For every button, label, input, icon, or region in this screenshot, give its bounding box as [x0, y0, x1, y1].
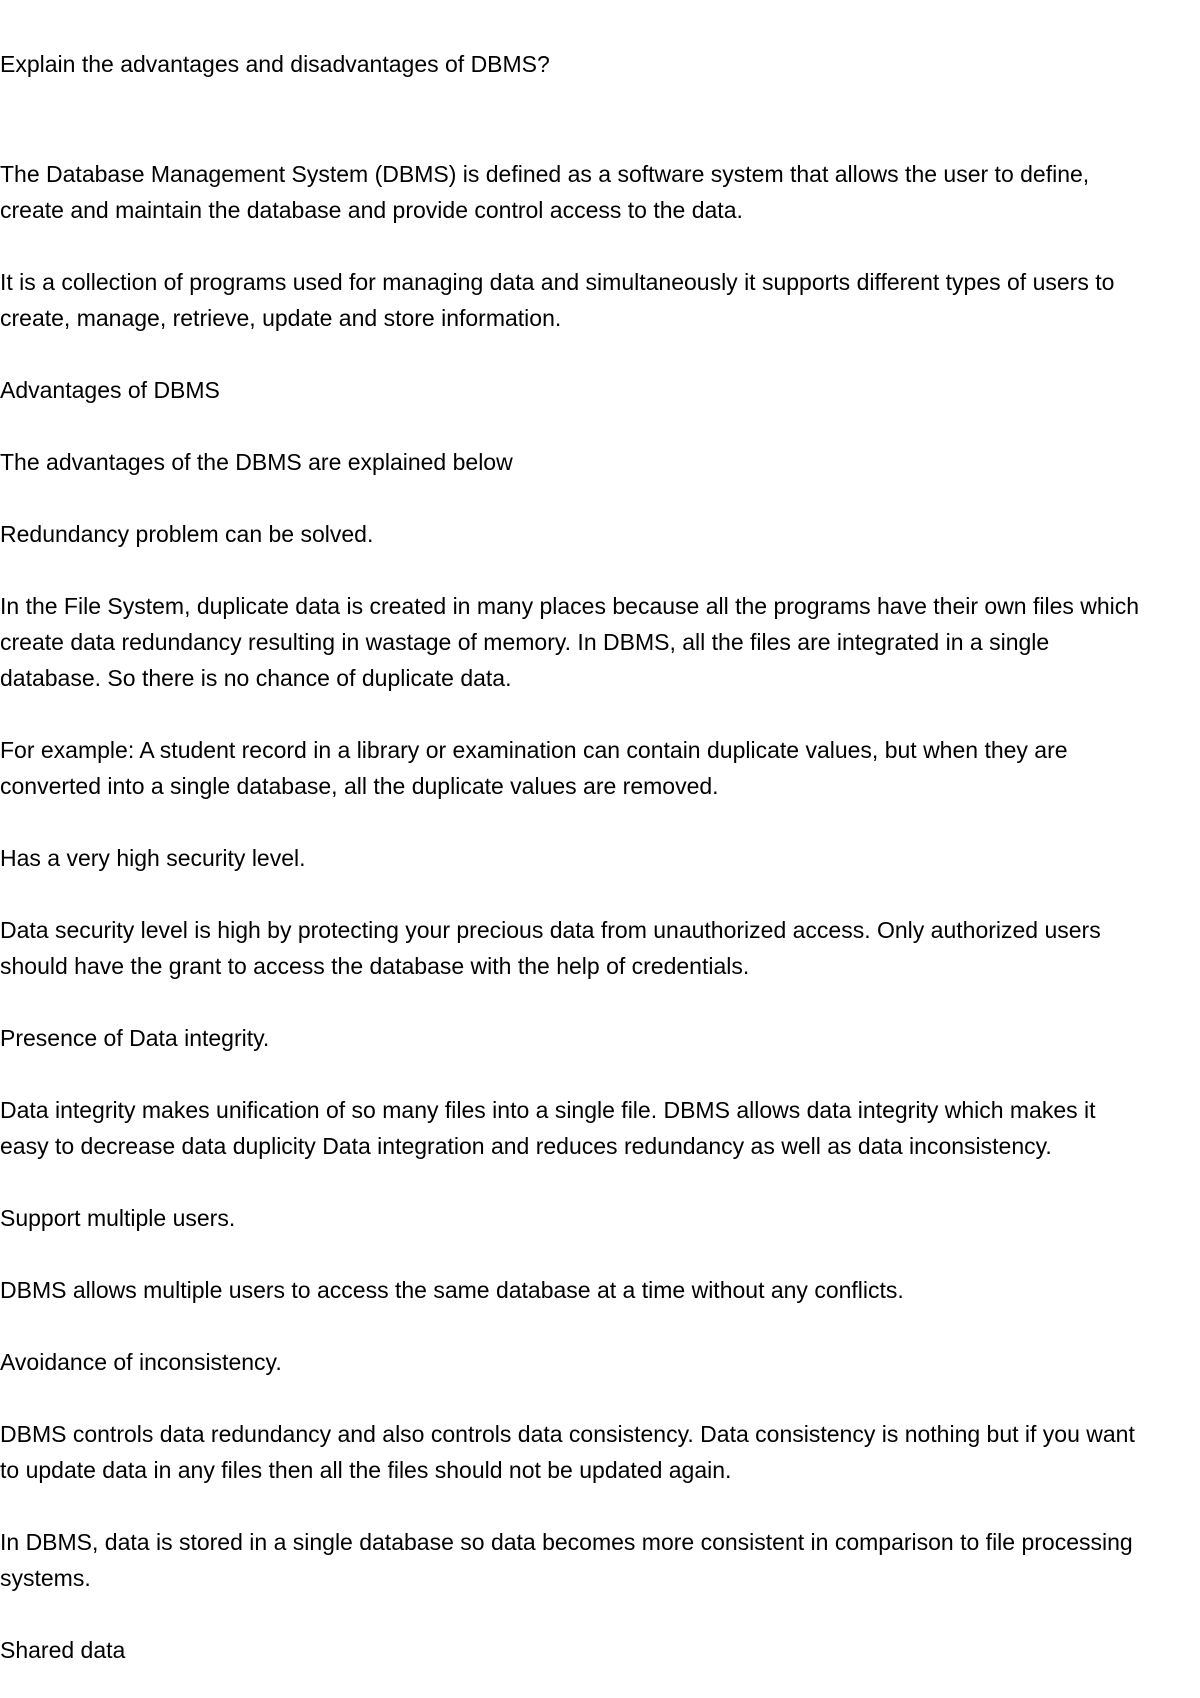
collection-line-1: It is a collection of programs used for managing data and simultaneously it supports different types of users to: [0, 269, 1115, 295]
integrity-line-2: easy to decrease data duplicity Data integration and reduces redundancy as well as data inconsistency.: [0, 1133, 1052, 1159]
redundancy-line-2: create data redundancy resulting in wastage of memory. In DBMS, all the files are integrated in a single: [0, 629, 1050, 655]
multiple-users-line: DBMS allows multiple users to access the same database at a time without any conflicts.: [0, 1277, 904, 1303]
single-database-line-1: In DBMS, data is stored in a single database so data becomes more consistent in comparison to file processing: [0, 1529, 1133, 1555]
integrity-line-1: Data integrity makes unification of so many files into a single file. DBMS allows data integrity which makes it: [0, 1097, 1096, 1123]
collection-line-2: create, manage, retrieve, update and store information.: [0, 305, 562, 331]
example-line-2: converted into a single database, all the duplicate values are removed.: [0, 773, 719, 799]
consistency-line-1: DBMS controls data redundancy and also controls data consistency. Data consistency is nothing but if you want: [0, 1421, 1135, 1447]
intro-line-2: create and maintain the database and provide control access to the data.: [0, 197, 743, 223]
redundancy-line-1: In the File System, duplicate data is created in many places because all the programs have their own files which: [0, 593, 1140, 619]
question-heading: Explain the advantages and disadvantages of DBMS?: [0, 51, 550, 77]
advantages-intro: The advantages of the DBMS are explained below: [0, 449, 513, 475]
consistency-line-2: to update data in any files then all the files should not be updated again.: [0, 1457, 732, 1483]
security-line-2: should have the grant to access the database with the help of credentials.: [0, 953, 750, 979]
inconsistency-heading: Avoidance of inconsistency.: [0, 1349, 282, 1375]
redundancy-heading: Redundancy problem can be solved.: [0, 521, 374, 547]
intro-line-1: The Database Management System (DBMS) is defined as a software system that allows the user to define,: [0, 161, 1090, 187]
advantages-heading: Advantages of DBMS: [0, 377, 220, 403]
example-line-1: For example: A student record in a library or examination can contain duplicate values, but when they are: [0, 737, 1068, 763]
security-line-1: Data security level is high by protecting your precious data from unauthorized access. Only authorized users: [0, 917, 1101, 943]
integrity-heading: Presence of Data integrity.: [0, 1025, 270, 1051]
multiple-users-heading: Support multiple users.: [0, 1205, 236, 1231]
redundancy-line-3: database. So there is no chance of duplicate data.: [0, 665, 512, 691]
security-heading: Has a very high security level.: [0, 845, 306, 871]
shared-data-heading: Shared data: [0, 1637, 126, 1663]
single-database-line-2: systems.: [0, 1565, 91, 1591]
